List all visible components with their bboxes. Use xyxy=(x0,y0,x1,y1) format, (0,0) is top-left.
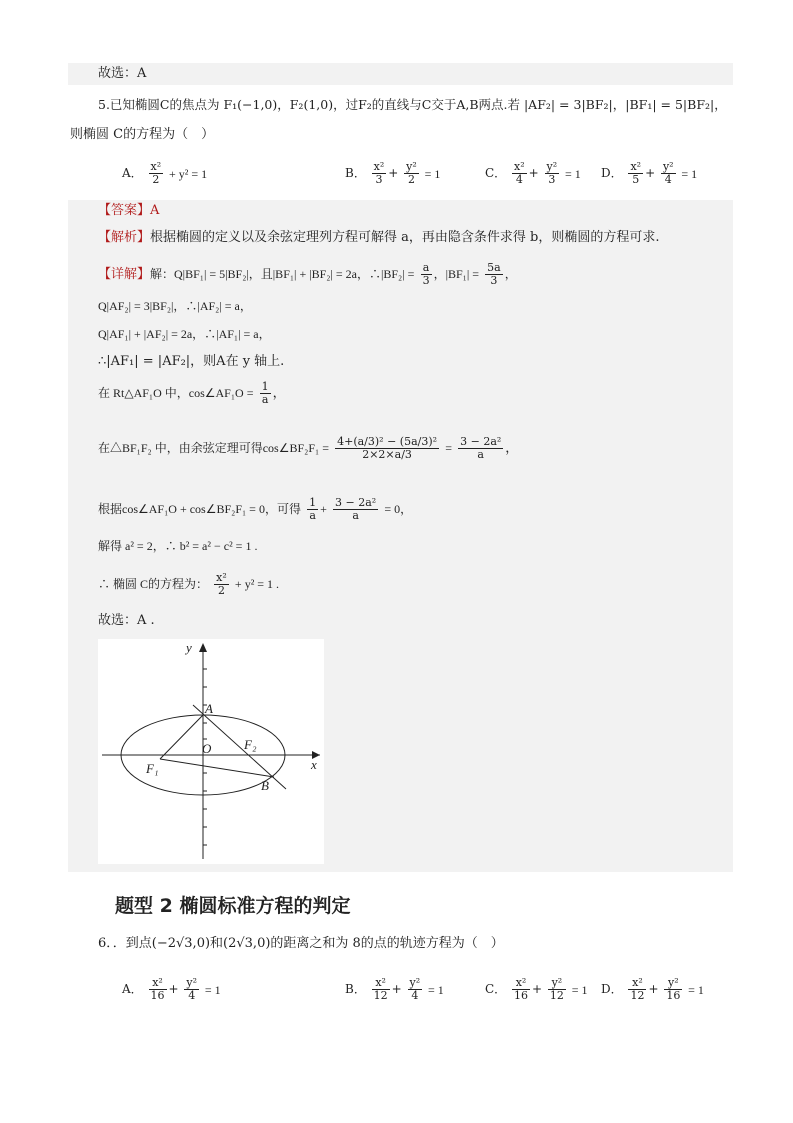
label-f2: F₂ xyxy=(244,737,257,752)
line-f1b xyxy=(160,759,274,777)
q5-option-d[interactable]: D． $\frac{\text{x²}}{5}$ + $\frac{\text{y²}}{4}$ = 1 xyxy=(601,160,698,186)
answer-line xyxy=(98,202,159,220)
q5-stem-line1: 5.已知椭圆C的焦点为 F₁(−1,0)，F₂(1,0)，过F₂的直线与C交于A,B两点.若 |AF₂| = 3|BF₂|，|BF₁| = 5|BF₂|， xyxy=(98,97,727,112)
analysis-text: 根据椭圆的定义以及余弦定理列方程可解得 a，再由隐含条件求得 b，则椭圆的方程可求. xyxy=(150,230,660,245)
q5-option-b[interactable]: B． $\frac{\text{x²}}{3}$ + $\frac{\text{y²}}{2}$ = 1 xyxy=(345,160,441,186)
detail-line-8: 解得 a² = 2，∴ b² = a² − c² = 1 . xyxy=(98,539,258,553)
y-axis-ticks xyxy=(203,669,207,845)
ellipse-graph xyxy=(98,639,324,864)
top-answer: 故选：A xyxy=(98,66,147,81)
q6-stem: 6．．到点(−2√3,0)和(2√3,0)的距离之和为 8的点的轨迹方程为（ ） xyxy=(98,936,504,951)
detail-line-2: Q|AF₂| = 3|BF₂|，∴|AF₂| = a， xyxy=(98,299,252,313)
q5-stem-line2: 则椭圆 C的方程为（ ） xyxy=(70,127,215,142)
label-y: y xyxy=(186,640,192,655)
final-answer: 故选：A . xyxy=(98,613,155,628)
answer-value: A xyxy=(150,203,160,218)
ellipse-graph-svg xyxy=(98,639,324,864)
detail-line-7: 根据cos∠AF₁O + cos∠BF₂F₁ = 0，可得 $\frac{1}{a}$ + $\frac{\text{3 − 2a²}}{a}$ = 0， xyxy=(98,496,413,522)
q5-option-c[interactable]: C． $\frac{\text{x²}}{4}$ + $\frac{\text{y²}}{3}$ = 1 xyxy=(485,160,581,186)
top-answer-block xyxy=(68,63,733,85)
label-o: O xyxy=(202,741,212,756)
detail-line-4: ∴|AF₁| = |AF₂|，则A在 y 轴上. xyxy=(98,354,285,369)
detail-tag: 【详解】 xyxy=(98,267,151,282)
analysis-tag: 【解析】 xyxy=(98,230,151,245)
line-af1 xyxy=(160,715,203,759)
label-f1: F₁ xyxy=(146,761,159,776)
section-title: 题型 2 椭圆标准方程的判定 xyxy=(115,895,351,917)
detail-line-9: ∴ 椭圆 C的方程为： $\frac{\text{x²}}{2}$ + y² = 1 . xyxy=(98,571,280,597)
q6-option-d[interactable]: D． $\frac{\text{x²}}{12}$ + $\frac{\text{y²}}{16}$ = 1 xyxy=(601,976,704,1002)
detail-line-5: 在 Rt△AF₁O 中，cos∠AF₁O = $\frac{1}{a}$ ， xyxy=(98,380,286,406)
label-b: B xyxy=(261,778,269,793)
q6-option-a[interactable]: A． $\frac{\text{x²}}{16}$ + $\frac{\text{y²}}{4}$ = 1 xyxy=(122,976,221,1002)
y-axis-arrow xyxy=(199,643,207,652)
q5-options xyxy=(0,156,793,190)
q6-options xyxy=(0,972,793,1006)
detail-line-6: 在△BF₁F₂ 中，由余弦定理可得cos∠BF₂F₁ = $\frac{\text{4+(a/3)² − (5a/3)²}}{2\times 2\times a/3}$ = $\frac{\text{3 − 2a²}}{a}$ ， xyxy=(98,435,519,461)
answer-tag: 【答案】 xyxy=(98,203,151,218)
label-a: A xyxy=(205,701,213,716)
label-x: x xyxy=(311,757,317,772)
analysis-line xyxy=(98,229,660,247)
detail-line-3: Q|AF₁| + |AF₂| = 2a，∴|AF₁| = a， xyxy=(98,327,271,341)
q6-option-c[interactable]: C． $\frac{\text{x²}}{16}$ + $\frac{\text{y²}}{12}$ = 1 xyxy=(485,976,588,1002)
detail-line-1: 【详解】解：Q|BF₁| = 5|BF₂|，且|BF₁| + |BF₂| = 2a，∴|BF₂| = $\frac{a}{3}$ ，|BF₁| = $\frac{5a}{3}$ ， xyxy=(98,261,517,287)
q5-option-a[interactable]: A． $\frac{\text{x²}}{2}$ + y² = 1 xyxy=(122,160,208,186)
q6-option-b[interactable]: B． $\frac{\text{x²}}{12}$ + $\frac{\text{y²}}{4}$ = 1 xyxy=(345,976,444,1002)
